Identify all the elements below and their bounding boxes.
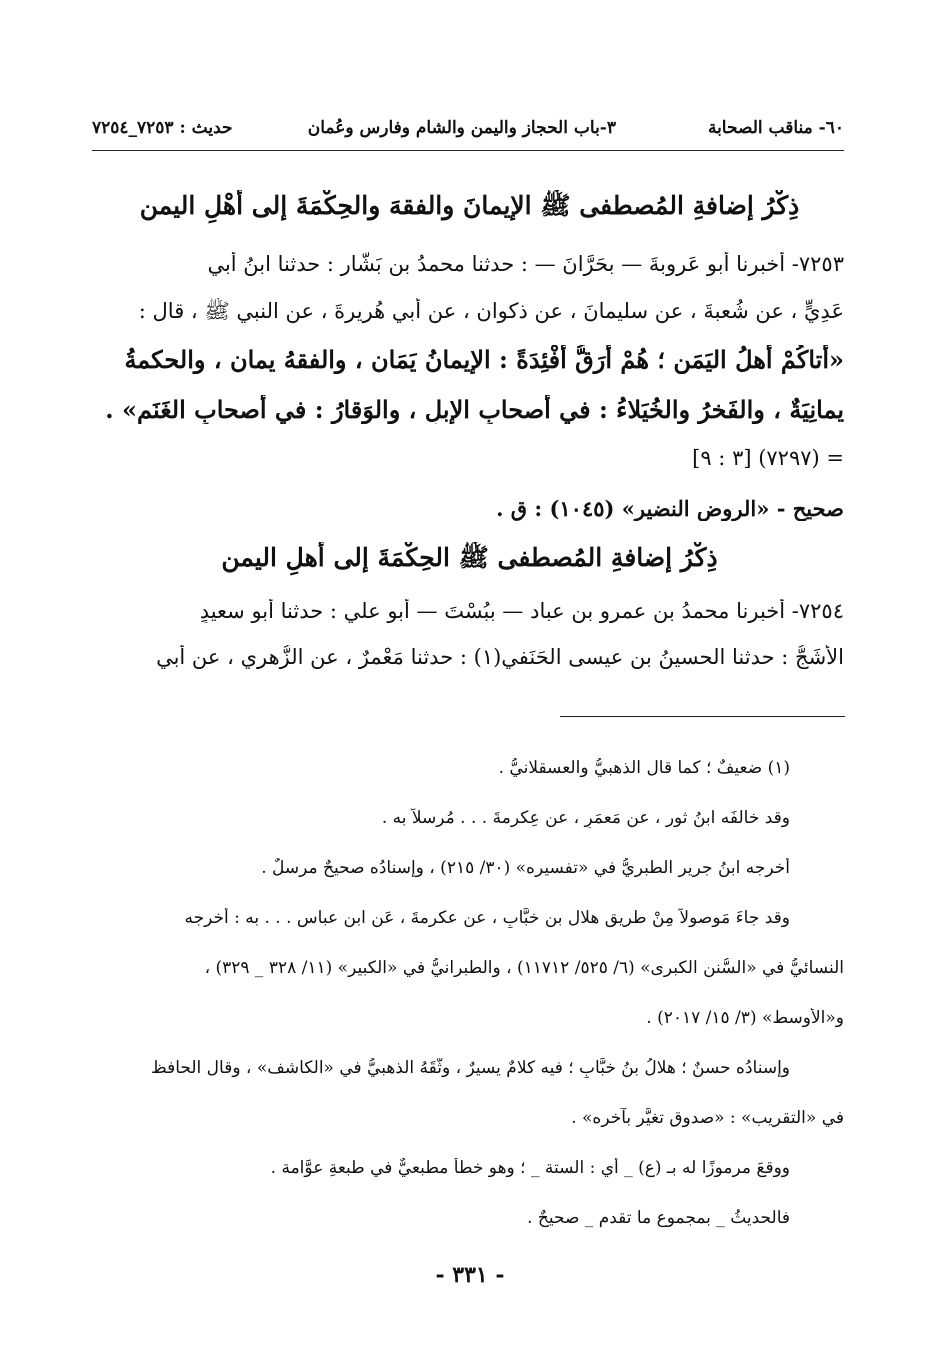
hadith-7253-line-2: عَدِيٍّ ، عن شُعبةَ ، عن سليمانَ ، عن ذكوان ، عن أبي هُريرةَ ، عن النبي ﷺ ، قال : <box>138 299 844 323</box>
hadith-7253-grading: صحيح - «الروض النضير» (١٠٤٥) : ق . <box>496 496 844 521</box>
footnote-1-line-7: وإسنادُه حسنٌ ؛ هلالُ بنُ خبَّابٍ ؛ فيه كلامٌ يسيرٌ ، وثَّقَهُ الذهبيُّ في «الكاشف» ، وقال الحافظ <box>150 1058 790 1078</box>
footnote-1-line-10: فالحديثُ _ بمجموعِ ما تقدم _ صحيحٌ . <box>527 1208 790 1228</box>
header-chapter: ٦٠- مناقب الصحابة <box>707 118 844 138</box>
footnote-1-line-9: ووقعَ مرموزًا له بـ (ع) _ أي : الستة _ ؛ وهو خطأ مطبعيٌّ في طبعةِ عوَّامة . <box>270 1158 790 1178</box>
hadith-7253-quote-line-1: «أتاكُمْ أهلُ اليَمَنِ ؛ هُمْ أَرَقُّ أَفْئِدَةً : الإيمانُ يَمَان ، والفقهُ يمان ، والحكمةُ <box>124 345 844 374</box>
header-divider <box>92 150 844 151</box>
heading-1: ذِكْرُ إضافةِ المُصطفى ﷺ الإيمانَ والفقهَ والحِكْمَةَ إلى أهْلِ اليمن <box>139 191 800 220</box>
footnote-1-line-4: وقد جاءَ مَوصولاً مِنْ طريق هلال بن خبَّابٍ ، عن عكرمةَ ، عَن ابن عباس . . . به : أخرجه <box>184 908 790 928</box>
footnote-divider <box>560 716 845 717</box>
footnote-1-line-8: في «التقريب» : «صدوق تغيَّر بآخره» . <box>571 1108 844 1128</box>
hadith-7253-quote-line-2: يمانِيَةٌ ، والفَخرُ والخُيَلاءُ : في أصحابِ الإبلِ ، والوَقارُ : في أصحابِ الغَنَمِ» . <box>105 395 844 424</box>
footnote-1-line-1: (١) ضعيفٌ ؛ كما قال الذهبيُّ والعسقلانيُّ . <box>498 758 790 778</box>
hadith-7253-line-1: ٧٢٥٣- أخبرنا أبو عَروبةَ — بحَرَّانَ — : حدثنا محمدُ بن بَشَّار : حدثنا ابنُ أبي <box>207 252 844 276</box>
page-number: - ٣٣١ - <box>435 1262 505 1288</box>
hadith-7254-line-1: ٧٢٥٤- أخبرنا محمدُ بن عمرو بن عباد — ببُسْتَ — أبو علي : حدثنا أبو سعيدٍ <box>199 599 844 623</box>
footnote-1-line-6: و«الأوسط» (٣/ ١٥/ ٢٠١٧) . <box>646 1008 844 1028</box>
footnote-1-line-5: النسائيُّ في «السُّنن الكبرى» (٦/ ٥٢٥/ ١١٧١٢) ، والطبرانيُّ في «الكبير» (١١/ ٣٢٨ _ ٣٢٩) ، <box>204 958 844 978</box>
hadith-7254-line-2: الأَشَجُّ : حدثنا الحسينُ بن عيسى الحَنَفي(١) : حدثنا مَعْمرٌ ، عن الزُّهري ، عن أبي <box>156 645 844 669</box>
header-hadith-range: حديث : ٧٢٥٣_٧٢٥٤ <box>92 118 233 138</box>
heading-2: ذِكْرُ إضافةِ المُصطفى ﷺ الحِكْمَةَ إلى أهلِ اليمن <box>221 543 718 572</box>
footnote-1-line-2: وقد خالفَه ابنُ ثور ، عن مَعمَرٍ ، عن عِكرمةَ . . . مُرسلاً به . <box>381 808 790 828</box>
footnote-1-line-3: أخرجه ابنُ جرير الطبريُّ في «تفسيره» (٣٠/ ٢١٥) ، وإسنادُه صحيحٌ مرسلٌ . <box>261 858 790 878</box>
header-section: ٣-باب الحجاز واليمن والشام وفارس وعُمان <box>307 118 616 138</box>
hadith-7253-cross-reference: = (٧٢٩٧) [٣ : ٩] <box>692 446 844 470</box>
running-header <box>92 112 844 146</box>
